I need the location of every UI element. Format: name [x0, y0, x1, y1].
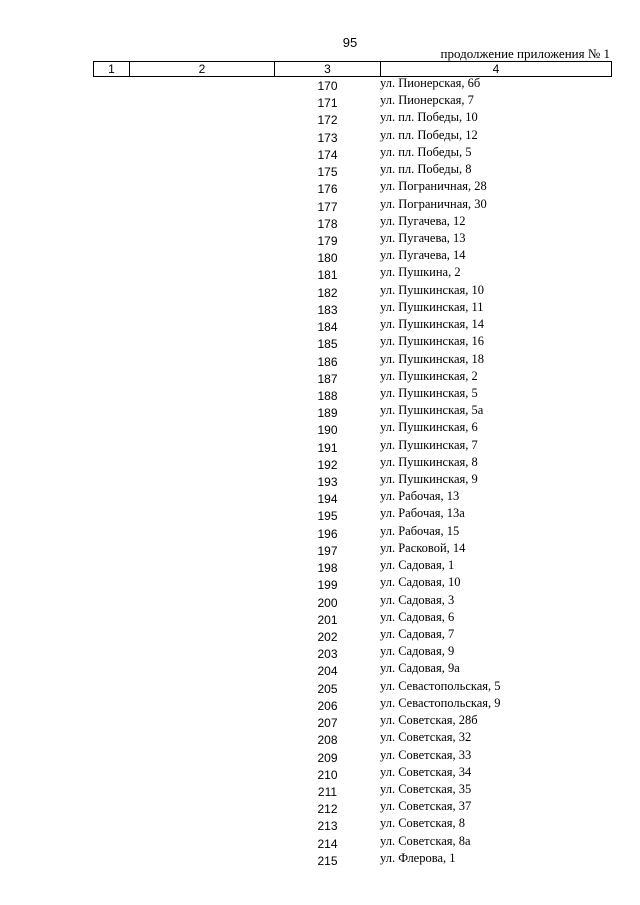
- row-address: ул. Пушкинская, 5: [380, 385, 478, 400]
- row-number: 179: [317, 233, 338, 248]
- table-row: [0, 386, 640, 403]
- row-address: ул. Пушкинская, 9: [380, 472, 478, 487]
- row-number: 172: [317, 113, 338, 128]
- row-number: 202: [317, 630, 338, 644]
- row-number: 178: [317, 216, 338, 231]
- row-address: ул. Пионерская, 6б: [380, 76, 481, 90]
- column-header-2: 2: [130, 62, 275, 77]
- row-address: ул. Пушкинская, 6: [380, 420, 478, 435]
- row-number: 201: [317, 612, 338, 627]
- row-address: ул. пл. Победы, 8: [380, 162, 472, 177]
- row-address: ул. Рабочая, 13: [380, 489, 460, 504]
- table-row: [0, 128, 640, 145]
- table-row: [0, 352, 640, 369]
- row-number: 215: [317, 853, 338, 868]
- table-row: [0, 489, 640, 506]
- column-header-1: 1: [94, 62, 130, 77]
- column-header-row: [94, 62, 612, 77]
- table-row: [0, 110, 640, 127]
- row-number: 206: [317, 698, 338, 713]
- row-number: 182: [317, 285, 338, 300]
- row-number: 186: [317, 354, 338, 369]
- row-number: 211: [317, 784, 338, 799]
- row-address: ул. Пограничная, 28: [380, 179, 487, 194]
- row-number: 191: [317, 440, 338, 455]
- table-row: [0, 782, 640, 799]
- table-row: [0, 472, 640, 489]
- row-address: ул. Пушкинская, 11: [380, 299, 484, 314]
- table-row: [0, 816, 640, 833]
- table-row: [0, 575, 640, 592]
- table-row: [0, 317, 640, 334]
- table-row: [0, 162, 640, 179]
- table-row: [0, 145, 640, 162]
- row-number: 176: [317, 182, 338, 197]
- row-address: ул. Пугачева, 12: [380, 213, 466, 228]
- row-number: 194: [317, 492, 338, 507]
- row-number: 195: [317, 509, 338, 524]
- row-number: 212: [317, 802, 338, 817]
- row-number: 183: [317, 302, 338, 317]
- row-number: 185: [317, 337, 338, 352]
- row-number: 198: [317, 561, 338, 576]
- row-number: 184: [317, 320, 338, 335]
- row-address: ул. Советская, 32: [380, 730, 472, 745]
- row-address: ул. Советская, 8а: [380, 833, 471, 848]
- table-row: [0, 334, 640, 351]
- table-row: [0, 506, 640, 523]
- row-number: 208: [317, 733, 338, 748]
- row-address: ул. Советская, 37: [380, 799, 472, 814]
- table-row: [0, 283, 640, 300]
- table-row: [0, 197, 640, 214]
- row-number: 187: [317, 371, 338, 386]
- row-number: 199: [317, 578, 338, 593]
- row-address: ул. Садовая, 7: [380, 627, 455, 641]
- table-row: [0, 76, 640, 93]
- row-number: 181: [317, 268, 338, 283]
- table-row: [0, 541, 640, 558]
- row-address: ул. Пограничная, 30: [380, 196, 487, 211]
- row-address: ул. Пушкинская, 8: [380, 454, 478, 469]
- row-address: ул. пл. Победы, 12: [380, 127, 478, 142]
- row-number: 196: [317, 526, 338, 541]
- row-address: ул. Севастопольская, 5: [380, 678, 501, 693]
- row-address: ул. Садовая, 9: [380, 644, 455, 659]
- table-row: [0, 179, 640, 196]
- row-number: 197: [317, 543, 338, 558]
- row-number: 200: [317, 595, 338, 610]
- row-address: ул. Советская, 8: [380, 816, 465, 831]
- table-row: [0, 369, 640, 386]
- table-row: [0, 438, 640, 455]
- row-number: 180: [317, 251, 338, 266]
- table-row: [0, 679, 640, 696]
- table-row: [0, 248, 640, 265]
- row-address: ул. пл. Победы, 5: [380, 144, 472, 159]
- row-number: 175: [317, 165, 338, 180]
- row-number: 203: [317, 647, 338, 662]
- table-row: [0, 610, 640, 627]
- row-address: ул. Севастопольская, 9: [380, 695, 501, 710]
- row-number: 171: [317, 96, 338, 111]
- table-row: [0, 748, 640, 765]
- row-number: 177: [317, 199, 338, 214]
- row-address: ул. Советская, 28б: [380, 713, 478, 728]
- table-row: [0, 214, 640, 231]
- table-row: [0, 420, 640, 437]
- row-address: ул. Рабочая, 15: [380, 523, 460, 538]
- row-address: ул. Советская, 33: [380, 747, 472, 762]
- row-address: ул. Советская, 34: [380, 764, 472, 779]
- row-number: 210: [317, 767, 338, 782]
- table-row: [0, 524, 640, 541]
- row-address: ул. Пушкинская, 14: [380, 317, 485, 332]
- table-row: [0, 644, 640, 661]
- row-number: 213: [317, 819, 338, 834]
- table-row: [0, 403, 640, 420]
- row-number: 188: [317, 388, 338, 403]
- row-address: ул. Садовая, 1: [380, 558, 455, 573]
- address-list: [0, 76, 640, 868]
- row-address: ул. Флерова, 1: [380, 850, 456, 865]
- table-row: [0, 730, 640, 747]
- table-row: [0, 300, 640, 317]
- column-header-3: 3: [275, 62, 381, 77]
- row-address: ул. Садовая, 3: [380, 592, 455, 607]
- row-number: 209: [317, 750, 338, 765]
- row-address: ул. Рабочая, 13а: [380, 506, 465, 521]
- row-address: ул. Садовая, 10: [380, 575, 461, 590]
- row-number: 174: [317, 147, 338, 162]
- row-address: ул. Пугачева, 13: [380, 230, 466, 245]
- table-row: [0, 627, 640, 644]
- row-address: ул. Расковой, 14: [380, 540, 466, 555]
- row-number: 205: [317, 681, 338, 696]
- row-address: ул. пл. Победы, 10: [380, 110, 478, 125]
- row-address: ул. Пушкина, 2: [380, 265, 461, 280]
- row-number: 173: [317, 130, 338, 145]
- row-address: ул. Пушкинская, 2: [380, 368, 478, 383]
- table-row: [0, 231, 640, 248]
- table-row: [0, 799, 640, 816]
- row-number: 189: [317, 406, 338, 421]
- table-row: [0, 558, 640, 575]
- row-number: 192: [317, 457, 338, 472]
- column-header-table: [93, 61, 612, 77]
- table-row: [0, 593, 640, 610]
- page-number: 95: [342, 35, 358, 50]
- row-address: ул. Пугачева, 14: [380, 248, 466, 263]
- row-address: ул. Садовая, 9а: [380, 661, 460, 676]
- continuation-label: продолжение приложения № 1: [440, 46, 610, 61]
- row-address: ул. Пушкинская, 10: [380, 282, 485, 297]
- row-address: ул. Пушкинская, 5а: [380, 403, 484, 418]
- table-row: [0, 834, 640, 851]
- table-row: [0, 851, 640, 868]
- row-number: 193: [317, 475, 338, 490]
- row-number: 170: [317, 79, 338, 93]
- table-row: [0, 696, 640, 713]
- row-address: ул. Садовая, 6: [380, 609, 455, 624]
- table-row: [0, 713, 640, 730]
- row-address: ул. Советская, 35: [380, 781, 472, 796]
- row-address: ул. Пушкинская, 16: [380, 334, 485, 349]
- row-number: 207: [317, 716, 338, 731]
- table-row: [0, 765, 640, 782]
- column-header-4: 4: [381, 62, 612, 77]
- row-number: 190: [317, 423, 338, 438]
- table-row: [0, 265, 640, 282]
- row-number: 214: [317, 836, 338, 851]
- row-number: 204: [317, 664, 338, 679]
- table-row: [0, 455, 640, 472]
- table-row: [0, 661, 640, 678]
- row-address: ул. Пушкинская, 18: [380, 351, 485, 366]
- table-row: [0, 93, 640, 110]
- row-address: ул. Пионерская, 7: [380, 93, 474, 108]
- row-address: ул. Пушкинская, 7: [380, 437, 478, 452]
